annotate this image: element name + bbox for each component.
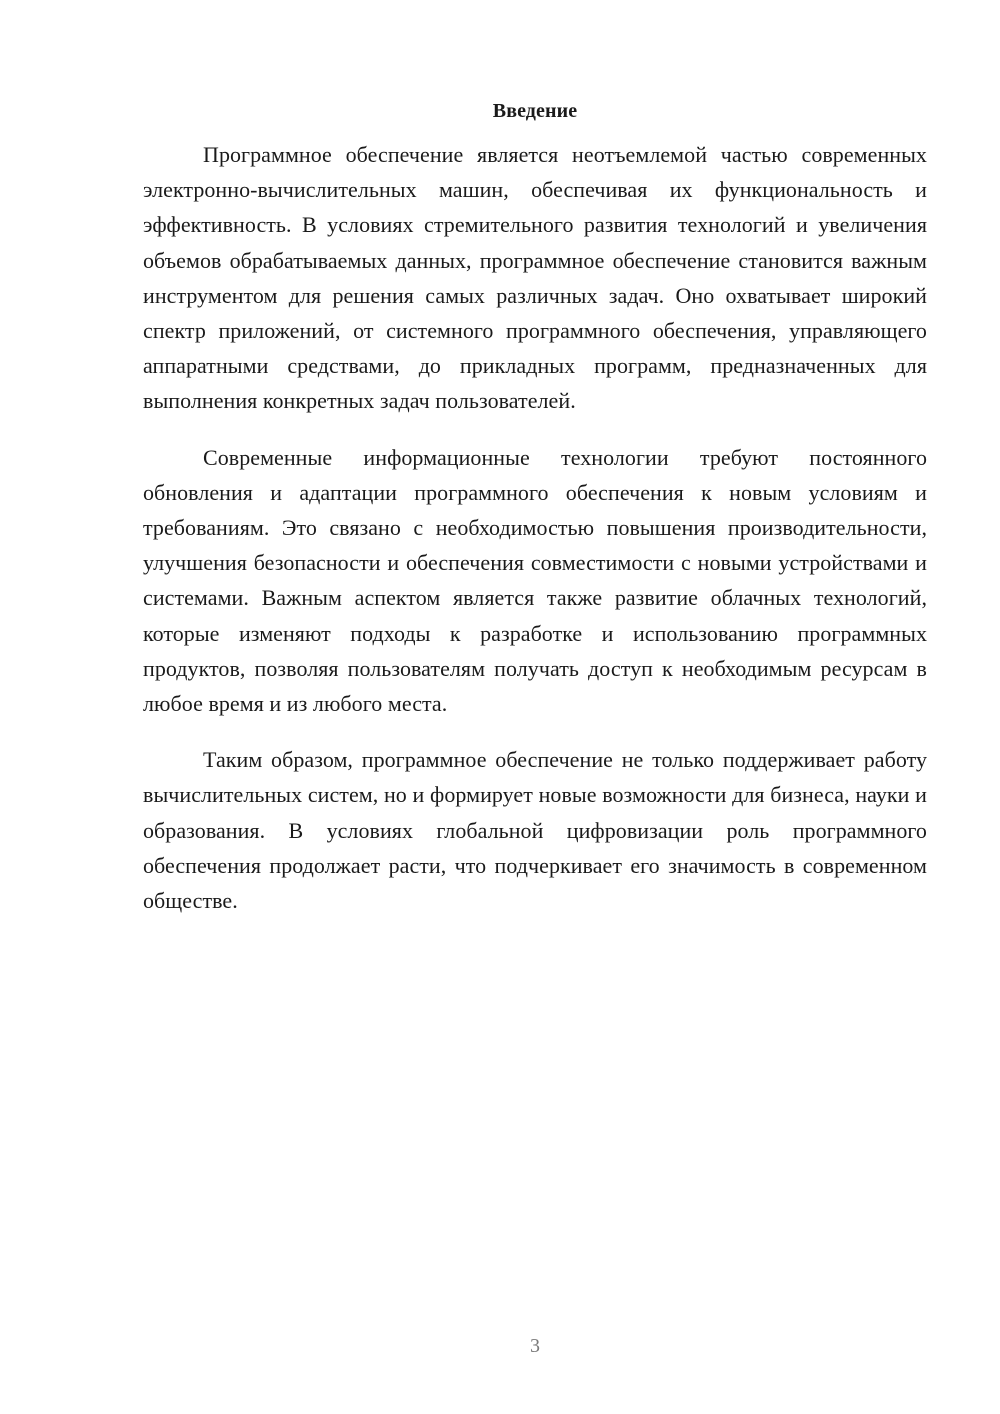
paragraph-3: Таким образом, программное обеспечение не только поддерживает работу вычислительных систем, но и формирует новые возможности для бизнеса, науки и образования. В условиях глобальной цифровизации роль программного обеспечения продолжает расти, что подчеркивает его значимость в современном обществе.	[143, 747, 927, 914]
section-title: Введение	[492, 100, 578, 122]
page-number: 3	[530, 1335, 540, 1357]
paragraph-2: Современные информационные технологии требуют постоянного обновления и адаптации программного обеспечения к новым условиям и требованиям. Это связано с необходимостью повышения производительности, улучшения безопасности и обеспечения совместимости с новыми устройствами и системами. Важным аспектом является также развитие облачных технологий, которые изменяют подходы к разработке и использованию программных продуктов, позволяя пользователям получать доступ к необходимым ресурсам в любое время и из любого места.	[143, 444, 927, 717]
paragraph-1: Программное обеспечение является неотъемлемой частью современных электронно-вычислительных машин, обеспечивая их функциональность и эффективность. В условиях стремительного развития технологий и увеличения объемов обрабатываемых данных, программное обеспечение становится важным инструментом для решения самых различных задач. Оно охватывает широкий спектр приложений, от системного программного обеспечения, управляющего аппаратными средствами, до прикладных программ, предназначенных для выполнения конкретных задач пользователей.	[143, 142, 927, 414]
document-body	[143, 96, 927, 918]
